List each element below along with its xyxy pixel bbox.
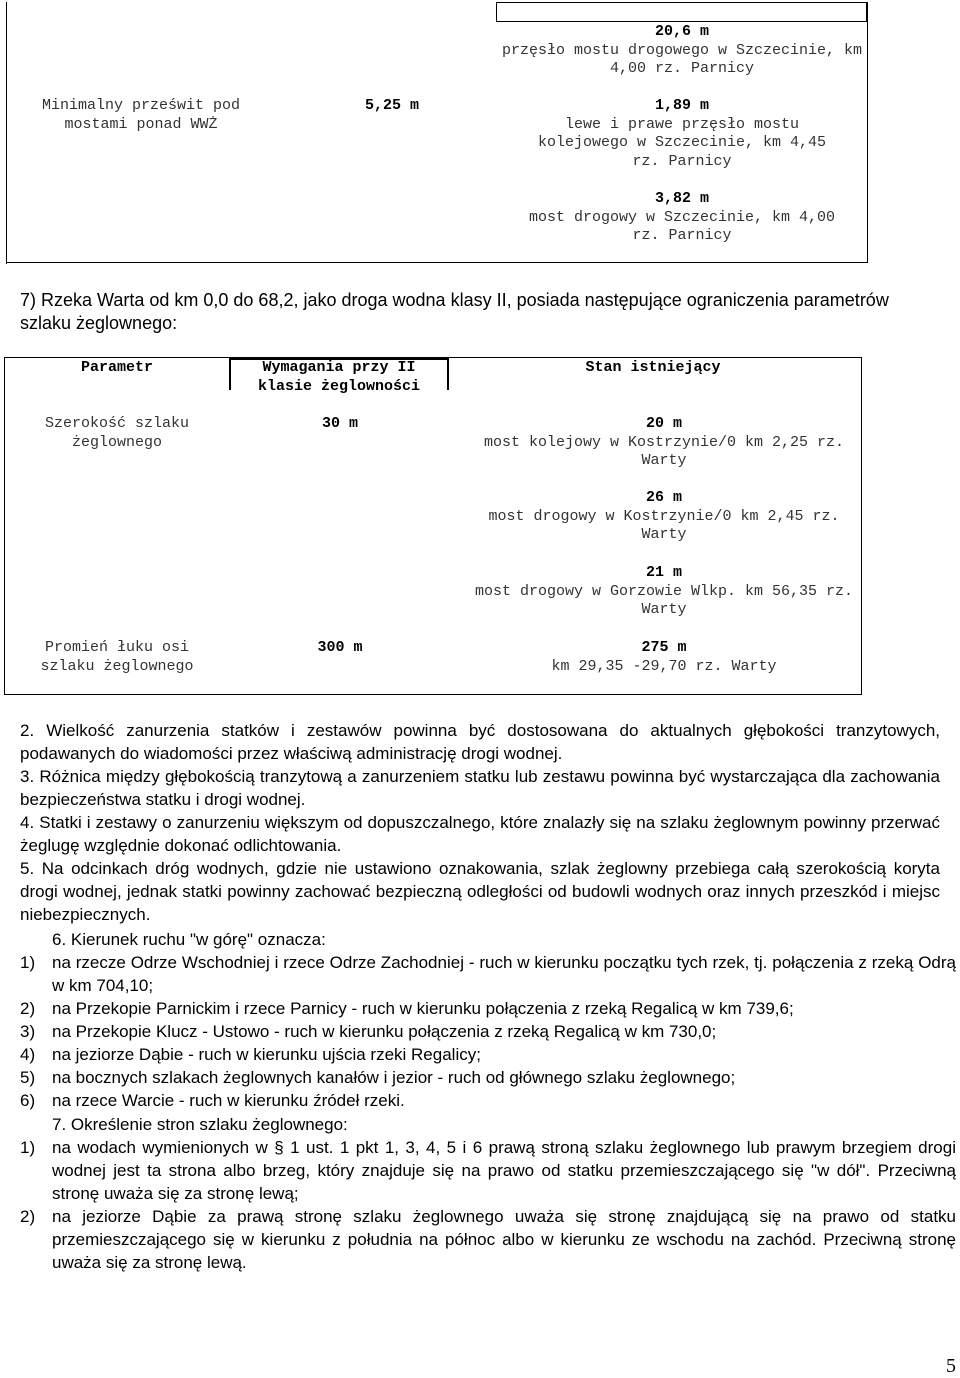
header-requirements: Wymagania przy II klasie żeglowności <box>257 359 421 395</box>
warta-parameters-table <box>4 357 862 695</box>
row-label-clearance: Minimalny prześwit pod mostami ponad WWŻ <box>41 97 241 133</box>
header-current-state: Stan istniejący <box>585 359 721 376</box>
list-number: 2) <box>20 999 36 1018</box>
list-number: 6) <box>20 1091 36 1110</box>
clearance-desc: przęsło mostu drogowego w Szczecinie, km 4,00 rz. Parnicy <box>501 41 863 77</box>
clearance-desc: lewe i prawe przęsło mostu kolejowego w Szczecinie, km 4,45 rz. Parnicy <box>537 115 827 170</box>
list-text: na bocznych szlakach żeglownych kanałów i jezior - ruch od głównego szlaku żeglownego; <box>52 1068 736 1087</box>
clearance-value: 3,82 m <box>654 190 709 207</box>
req-radius: 300 m <box>317 639 363 656</box>
list-text: na wodach wymienionych w § 1 ust. 1 pkt 1, 3, 4, 5 i 6 prawą stroną szlaku żeglownego lub prawym brzegiem drogi wodnej jest ta strona albo brzeg, który znajduje się na prawo od statku przemieszczającego się "w dół". Przeciwną stronę uważa się za stronę lewą; <box>52 1138 956 1204</box>
list-number: 1) <box>20 953 36 972</box>
paragraph-7: 7. Określenie stron szlaku żeglownego: <box>52 1115 348 1134</box>
page-number: 5 <box>946 1355 956 1377</box>
clearance-cell-3 <box>500 190 864 246</box>
state-radius <box>471 639 857 676</box>
section7-intro: 7) Rzeka Warta od km 0,0 do 68,2, jako droga wodna klasy II, posiada następujące ograniczenia parametrów szlaku żeglownego: <box>20 290 889 333</box>
param-width: Szerokość szlaku żeglownego <box>44 415 190 451</box>
paragraph-4: 4. Statki i zestawy o zanurzeniu większym od dopuszczalnego, które znalazły się na szlaku żeglownym powinny przerwać żeglugę względnie dokonać odlichtowania. <box>20 813 940 856</box>
state-desc: km 29,35 -29,70 rz. Warty <box>551 657 777 675</box>
list-number: 5) <box>20 1068 36 1087</box>
header-parametr: Parametr <box>80 359 153 376</box>
paragraph-2: 2. Wielkość zanurzenia statków i zestawów powinna być dostosowana do aktualnych głębokości tranzytowych, podawanych do wiadomości przez właściwą administrację drogi wodnej. <box>20 721 940 764</box>
state-desc: most drogowy w Gorzowie Wlkp. km 56,35 rz. Warty <box>474 582 854 618</box>
clearance-value: 20,6 m <box>654 23 709 40</box>
req-width: 30 m <box>321 415 358 432</box>
state-width-1 <box>471 415 857 471</box>
param-radius: Promień łuku osi szlaku żeglownego <box>40 639 194 675</box>
paragraph-5: 5. Na odcinkach dróg wodnych, gdzie nie ustawiono oznakowania, szlak żeglowny przebiega całą szerokością koryta drogi wodnej, jednak statki powinny zachować bezpieczną odległości od budowli wodnych oraz innych przeszkód i miejsc niebezpiecznych. <box>20 859 940 925</box>
list-number: 3) <box>20 1022 36 1041</box>
list-text: na Przekopie Klucz - Ustowo - ruch w kierunku połączenia z rzeką Regalicą w km 730,0; <box>52 1022 717 1041</box>
clearance-cell-1 <box>500 23 864 79</box>
list-text: na rzecze Odrze Wschodniej i rzece Odrze Zachodniej - ruch w kierunku początku tych rzek, tj. połączenia z rzeką Odrą w km 704,10; <box>52 953 956 996</box>
state-value: 275 m <box>641 639 687 656</box>
list-text: na rzece Warcie - ruch w kierunku źródeł rzeki. <box>52 1091 405 1110</box>
clearance-required: 5,25 m <box>364 97 419 114</box>
clearance-desc: most drogowy w Szczecinie, km 4,00 rz. Parnicy <box>528 208 836 244</box>
bridge-clearance-table <box>6 2 868 264</box>
list-text: na Przekopie Parnickim i rzece Parnicy - ruch w kierunku połączenia z rzeką Regalicą w km 739,6; <box>52 999 794 1018</box>
list-text: na jeziorze Dąbie za prawą stronę szlaku żeglownego uważa się stronę znajdującą się na prawo od statku przemieszczającego się w kierunku z południa na północ albo w kierunku ze wschodu na zachód. Przeciwną stronę uważa się za stronę lewą. <box>52 1207 956 1273</box>
state-value: 21 m <box>645 564 682 581</box>
paragraph-3: 3. Różnica między głębokością tranzytową a zanurzeniem statku lub zestawu powinna być wystarczająca dla zachowania bezpieczeństwa statku i drogi wodnej. <box>20 767 940 810</box>
clearance-value: 1,89 m <box>654 97 709 114</box>
state-width-2 <box>471 489 857 545</box>
clearance-cell-2 <box>500 97 864 171</box>
list-number: 1) <box>20 1138 36 1157</box>
state-desc: most drogowy w Kostrzynie/0 km 2,45 rz. Warty <box>488 507 840 543</box>
paragraph-6: 6. Kierunek ruchu "w górę" oznacza: <box>52 930 326 949</box>
state-width-3 <box>471 564 857 620</box>
list-number: 4) <box>20 1045 36 1064</box>
state-value: 20 m <box>645 415 682 432</box>
state-desc: most kolejowy w Kostrzynie/0 km 2,25 rz. Warty <box>483 433 845 469</box>
list-text: na jeziorze Dąbie - ruch w kierunku ujścia rzeki Regalicy; <box>52 1045 481 1064</box>
state-value: 26 m <box>645 489 682 506</box>
list-number: 2) <box>20 1207 36 1226</box>
